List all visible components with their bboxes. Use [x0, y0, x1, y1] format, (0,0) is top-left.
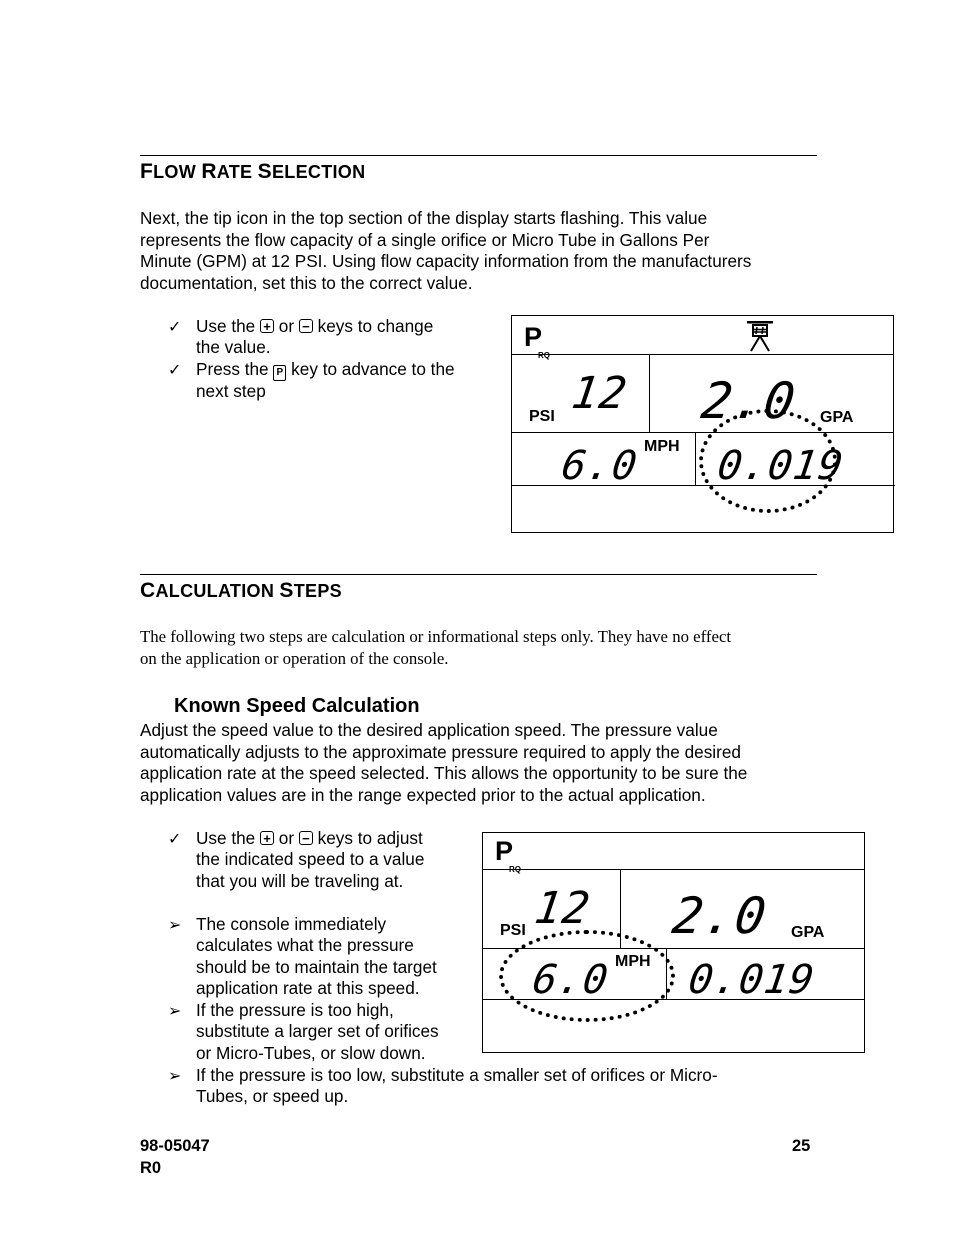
pressure-value: 12: [568, 368, 631, 419]
psi-label: PSI: [500, 922, 526, 939]
console-display-2: [482, 832, 865, 1053]
check-icon: ✓: [168, 319, 182, 336]
mph-label: MPH: [615, 953, 651, 970]
subheading-known-speed: Known Speed Calculation: [174, 695, 420, 717]
highlight-circle: [499, 930, 675, 1022]
p-key-icon: P: [273, 365, 286, 381]
section-rule-1: [140, 155, 817, 156]
minus-key-icon: −: [299, 831, 313, 845]
section-heading-calculation: CALCULATION STEPS: [140, 579, 342, 602]
section-heading-flow-rate: FLOW RATE SELECTION: [140, 160, 366, 183]
rate-value: 2.0: [697, 372, 800, 430]
bullet-pressure-low: If the pressure is too low, substitute a smaller set of orifices or Micro- Tubes, or speed up.: [196, 1065, 718, 1107]
doc-number: 98-05047: [140, 1137, 210, 1155]
check-icon: ✓: [168, 831, 182, 848]
flow-value: 0.019: [685, 957, 818, 1003]
psi-label: PSI: [529, 408, 555, 425]
bullet-console-calculates: The console immediately calculates what the pressure should be to maintain the target application rate at this speed.: [196, 914, 437, 998]
console-display-1: [511, 315, 894, 533]
p-rq-icon: P RQ: [524, 322, 550, 360]
check-icon: ✓: [168, 362, 182, 379]
minus-key-icon: −: [299, 319, 313, 333]
gpa-label: GPA: [791, 924, 825, 941]
flow-value: 0.019: [714, 443, 847, 489]
speed-value: 6.0: [529, 957, 612, 1003]
calculation-intro: The following two steps are calculation or informational steps only. They have no effect on the application or operation of the console.: [140, 627, 732, 668]
arrow-bullet-icon: ➢: [168, 1003, 182, 1020]
flow-rate-paragraph: Next, the tip icon in the top section of the display starts flashing. This value represents the flow capacity of a single orifice or Micro Tube in Gallons Per Minute (GPM) at 12 PSI. Using flow capacity information from the manufacturers documentation, set this to the correct value.: [140, 208, 752, 293]
bullet-adjust-speed: Use the + or − keys to adjust the indicated speed to a value that you will be traveling at.: [196, 828, 425, 891]
plus-key-icon: +: [260, 319, 274, 333]
tip-icon: [744, 319, 776, 353]
gpa-label: GPA: [820, 409, 854, 426]
revision: R0: [140, 1159, 162, 1177]
pressure-value: 12: [531, 883, 594, 934]
arrow-bullet-icon: ➢: [168, 917, 182, 934]
bullet-change-value: Use the + or − keys to change the value.: [196, 316, 434, 358]
page-number: 25: [792, 1137, 811, 1155]
p-rq-icon: P RQ: [495, 836, 521, 874]
highlight-circle: [699, 409, 837, 513]
bullet-press-p: Press the P key to advance to the next step: [196, 359, 455, 401]
rate-value: 2.0: [668, 887, 771, 945]
known-speed-paragraph: Adjust the speed value to the desired application speed. The pressure value automatically adjusts to the approximate pressure required to apply the desired application rate at the speed selected. This allows the opportunity to be sure the application values are in the range expected prior to the actual application.: [140, 720, 748, 805]
section-rule-2: [140, 574, 817, 575]
mph-label: MPH: [644, 438, 680, 455]
arrow-bullet-icon: ➢: [168, 1068, 182, 1085]
plus-key-icon: +: [260, 831, 274, 845]
speed-value: 6.0: [558, 443, 641, 489]
bullet-pressure-high: If the pressure is too high, substitute a larger set of orifices or Micro-Tubes, or slow down.: [196, 1000, 439, 1063]
